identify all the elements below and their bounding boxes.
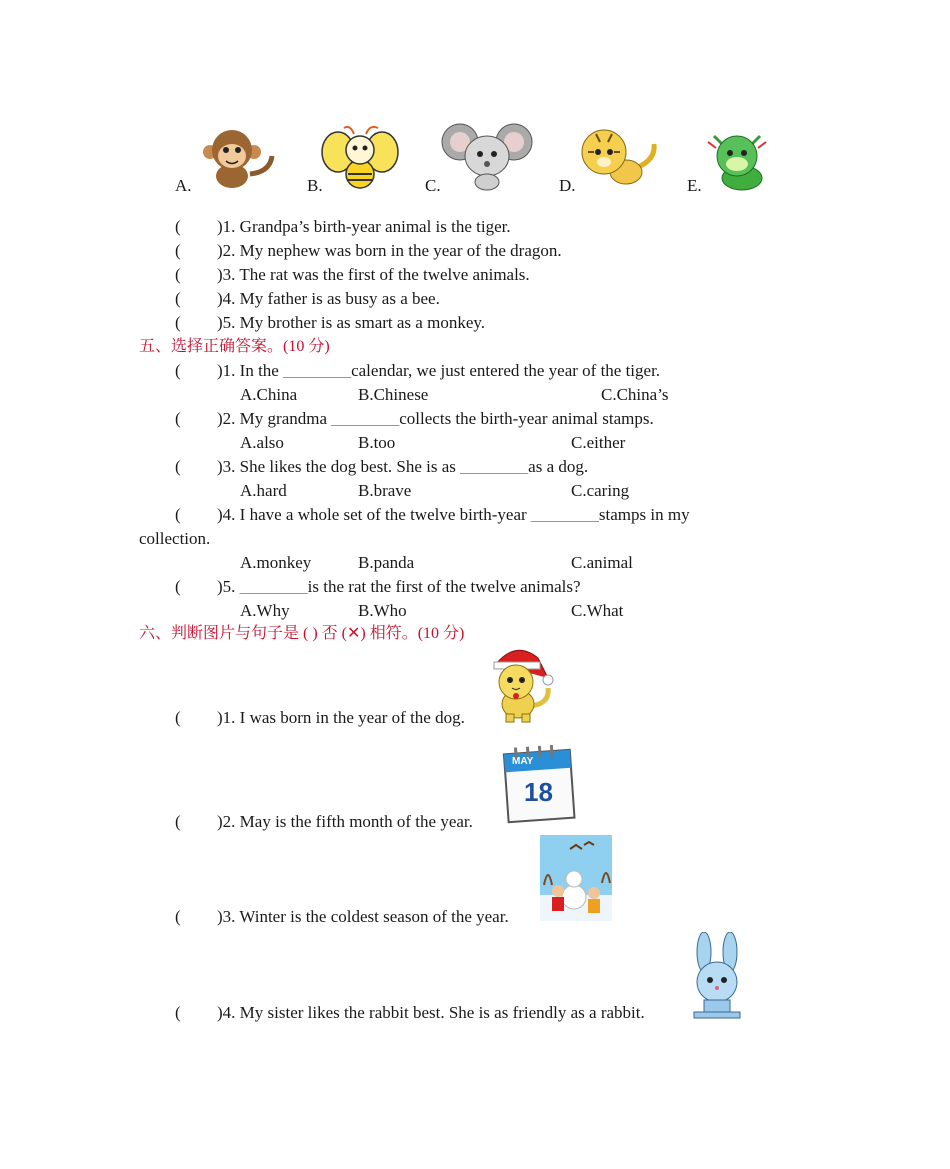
cat-with-santa-hat-picture bbox=[486, 644, 556, 724]
match-text: )1. Grandpa’s birth-year animal is the tiger. bbox=[217, 217, 511, 236]
question-text: )5. bbox=[217, 577, 240, 596]
match-item bbox=[175, 313, 485, 333]
option-c: C.China’s bbox=[601, 385, 669, 404]
answer-blank[interactable]: ________ bbox=[239, 577, 308, 596]
question-text-after: is the rat the first of the twelve animals? bbox=[307, 577, 581, 596]
match-item bbox=[175, 217, 511, 237]
option-c: C.caring bbox=[571, 481, 630, 500]
match-item bbox=[175, 241, 562, 261]
answer-paren[interactable]: ( bbox=[175, 505, 181, 524]
option-a: A.hard bbox=[240, 481, 287, 500]
question-text: )3. She likes the dog best. She is as bbox=[217, 457, 461, 476]
option-a: A.China bbox=[240, 385, 298, 404]
option-b: B.Who bbox=[358, 601, 407, 620]
answer-blank[interactable]: ________ bbox=[331, 409, 400, 428]
blue-rabbit-picture bbox=[686, 932, 748, 1020]
option-letter-c: C. bbox=[425, 176, 441, 195]
question-text-after: collects the birth-year animal stamps. bbox=[399, 409, 654, 428]
option-letter-e: E. bbox=[687, 176, 702, 195]
option-b: B.Chinese bbox=[358, 385, 429, 404]
answer-paren[interactable]: ( bbox=[175, 457, 181, 476]
calendar-day: 18 bbox=[524, 777, 553, 807]
option-b: B.too bbox=[358, 433, 396, 452]
option-b: B.panda bbox=[358, 553, 415, 572]
answer-paren[interactable]: ( bbox=[175, 708, 181, 727]
answer-blank[interactable]: ________ bbox=[460, 457, 529, 476]
kids-building-snowman-picture bbox=[540, 835, 612, 921]
answer-paren[interactable]: ( bbox=[175, 289, 181, 308]
dragon-icon bbox=[702, 126, 772, 192]
answer-paren[interactable]: ( bbox=[175, 241, 181, 260]
option-c: C.What bbox=[571, 601, 624, 620]
calendar-month: MAY bbox=[512, 756, 534, 767]
answer-paren[interactable]: ( bbox=[175, 313, 181, 332]
option-a: A.also bbox=[240, 433, 284, 452]
section5-heading: 五、选择正确答案。(10 分) bbox=[139, 338, 330, 355]
option-letter-b: B. bbox=[307, 176, 323, 195]
calendar-may-18-picture bbox=[500, 742, 578, 824]
monkey-icon bbox=[190, 126, 276, 190]
answer-paren[interactable]: ( bbox=[175, 577, 181, 596]
section6-heading: 六、判断图片与句子是 ( ) 否 (✕) 相符。(10 分) bbox=[139, 625, 465, 642]
item-text: )4. My sister likes the rabbit best. She is as friendly as a rabbit. bbox=[217, 1003, 645, 1022]
answer-paren[interactable]: ( bbox=[175, 265, 181, 284]
answer-blank[interactable]: ________ bbox=[530, 505, 599, 524]
option-b: B.brave bbox=[358, 481, 412, 500]
option-c: C.animal bbox=[571, 553, 633, 572]
answer-paren[interactable]: ( bbox=[175, 1003, 181, 1022]
question-text: )4. I have a whole set of the twelve birth-year bbox=[217, 505, 531, 524]
option-letter-a: A. bbox=[175, 176, 192, 195]
option-a: A.monkey bbox=[240, 553, 312, 572]
item-text: )1. I was born in the year of the dog. bbox=[217, 708, 465, 727]
question-text-after: calendar, we just entered the year of the tiger. bbox=[351, 361, 661, 380]
answer-paren[interactable]: ( bbox=[175, 409, 181, 428]
question-text-after: stamps in my bbox=[598, 505, 690, 524]
match-item bbox=[175, 289, 440, 309]
question-continuation: collection. bbox=[139, 529, 211, 548]
answer-paren[interactable]: ( bbox=[175, 361, 181, 380]
option-letter-d: D. bbox=[559, 176, 576, 195]
tiger-icon bbox=[574, 124, 660, 190]
match-text: )5. My brother is as smart as a monkey. bbox=[217, 313, 486, 332]
answer-paren[interactable]: ( bbox=[175, 907, 181, 926]
rat-icon bbox=[440, 120, 534, 192]
question-text-after: as a dog. bbox=[528, 457, 589, 476]
answer-blank[interactable]: ________ bbox=[283, 361, 352, 380]
question-text: )1. In the bbox=[217, 361, 284, 380]
match-text: )3. The rat was the first of the twelve animals. bbox=[217, 265, 530, 284]
item-text: )2. May is the fifth month of the year. bbox=[217, 812, 473, 831]
answer-paren[interactable]: ( bbox=[175, 217, 181, 236]
option-a: A.Why bbox=[240, 601, 290, 620]
answer-paren[interactable]: ( bbox=[175, 812, 181, 831]
bee-icon bbox=[320, 122, 400, 192]
item-text: )3. Winter is the coldest season of the year. bbox=[217, 907, 509, 926]
match-item bbox=[175, 265, 530, 285]
match-text: )2. My nephew was born in the year of the dragon. bbox=[217, 241, 562, 260]
question-text: )2. My grandma bbox=[217, 409, 332, 428]
match-text: )4. My father is as busy as a bee. bbox=[217, 289, 440, 308]
option-c: C.either bbox=[571, 433, 626, 452]
